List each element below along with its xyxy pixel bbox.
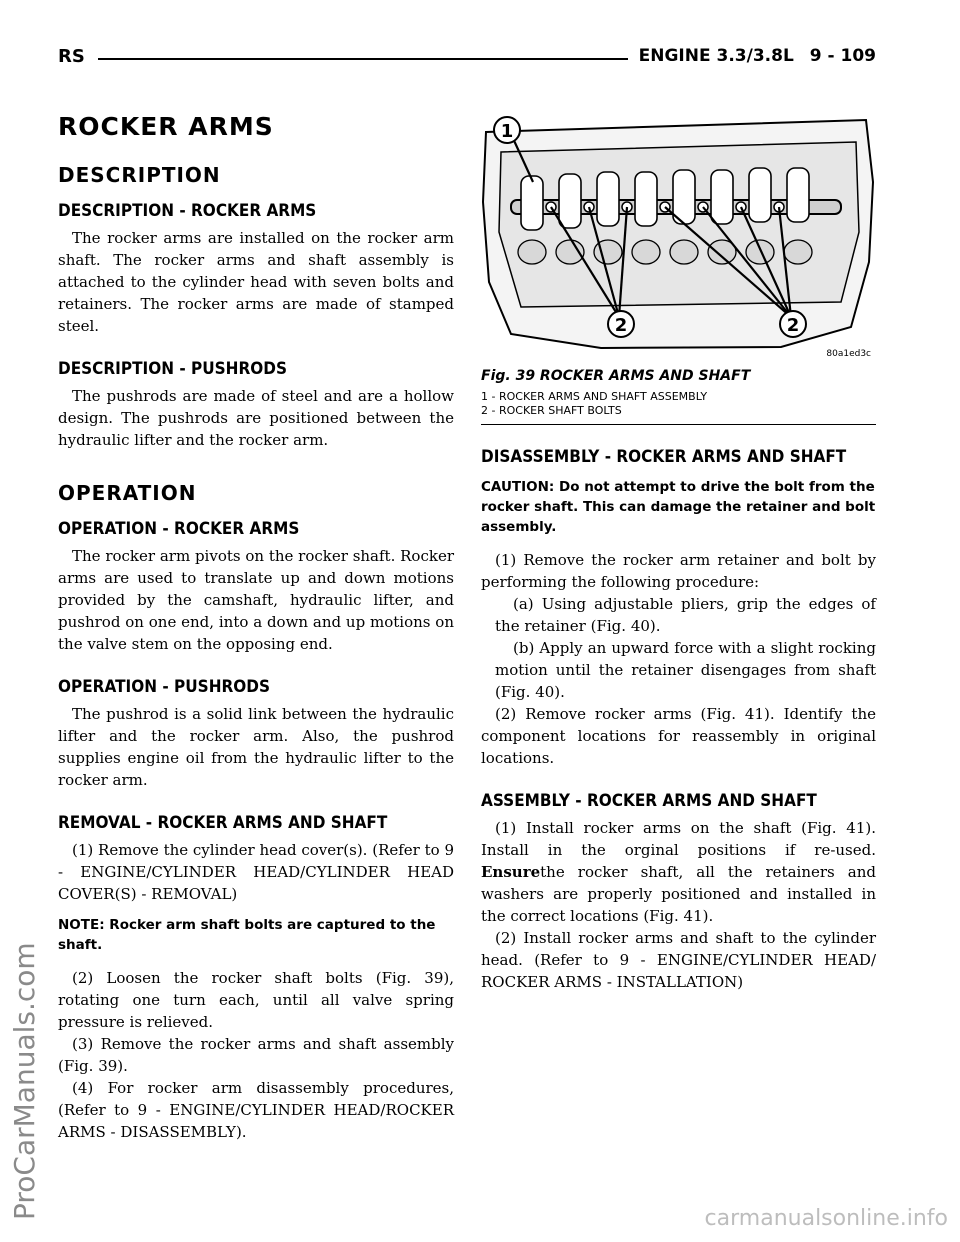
svg-text:2: 2 [614,315,628,336]
assembly-step-1 [481,817,876,927]
svg-text:2: 2 [786,315,800,336]
engine-illustration [481,112,876,362]
figure-rocker-arms [481,112,876,362]
description-pushrods-heading: DESCRIPTION - PUSHRODS [58,359,288,379]
assembly-step-1-text-b: the rocker shaft, all the retainers and washers are properly positioned and installed in the correct locations (Fig. 41). [481,863,876,925]
header-rule [98,58,628,60]
operation-rocker-heading: OPERATION - ROCKER ARMS [58,519,300,539]
header-chapter-title: ENGINE 3.3/3.8L [638,46,794,66]
operation-pushrods-text: The pushrod is a solid link between the hydraulic lifter and the rocker arm. Also, the pushrod supplies engine oil from the hydraulic lifter to the rocker arm. [58,705,454,789]
left-column [58,104,454,1143]
bottom-watermark: carmanualsonline.info [704,1206,948,1231]
svg-text:1: 1 [500,121,514,142]
page-number: 9 - 109 [809,46,876,66]
description-heading: DESCRIPTION [58,163,221,187]
operation-pushrods-heading: OPERATION - PUSHRODS [58,677,271,697]
disassembly-step-1b: (b) Apply an upward force with a slight rocking motion until the retainer disengages from shaft (Fig. 40). [495,639,876,701]
disassembly-caution: CAUTION: Do not attempt to drive the bolt from the rocker shaft. This can damage the retainer and bolt assembly. [481,479,876,535]
operation-rocker-text: The rocker arm pivots on the rocker shaft. Rocker arms are used to translate up and down motions provided by the camshaft, hydraulic lifter, and pushrod on one end, into a down and up motions on the valve stem on the opposing end. [58,547,454,653]
removal-note: NOTE: Rocker arm shaft bolts are captured to the shaft. [58,917,436,953]
figure-legend [481,390,876,425]
assembly-step-2: (2) Install rocker arms and shaft to the cylinder head. (Refer to 9 - ENGINE/CYLINDER HEAD/ ROCKER ARMS - INSTALLATION) [481,929,876,991]
disassembly-step-1a: (a) Using adjustable pliers, grip the edges of the retainer (Fig. 40). [495,595,876,635]
description-rocker-text: The rocker arms are installed on the rocker arm shaft. The rocker arms and shaft assembly is attached to the cylinder head with seven bolts and retainers. The rocker arms are made of stamped steel. [58,229,454,335]
legend-item-1: 1 - ROCKER ARMS AND SHAFT ASSEMBLY [481,390,708,403]
page-title: ROCKER ARMS [58,112,274,141]
operation-heading: OPERATION [58,481,197,505]
removal-step-1: (1) Remove the cylinder head cover(s). (Refer to 9 - ENGINE/CYLINDER HEAD/CYLINDER HEAD COVER(S) - REMOVAL) [58,841,454,903]
assembly-step-1-text-a: (1) Install rocker arms on the shaft (Fig. 41). Install in the orginal positions if re-used. [481,819,876,859]
disassembly-step-1: (1) Remove the rocker arm retainer and bolt by performing the following procedure: [481,551,876,591]
assembly-step-1-emphasis: Ensure [481,863,541,881]
callout-2-left [608,311,634,337]
description-pushrods-text: The pushrods are made of steel and are a hollow design. The pushrods are positioned between the hydraulic lifter and the rocker arm. [58,387,454,449]
callout-2-right [780,311,806,337]
header-chapter [639,46,876,66]
figure-code: 80a1ed3c [826,349,871,359]
right-column [481,104,876,993]
assembly-heading: ASSEMBLY - ROCKER ARMS AND SHAFT [481,791,817,811]
figure-caption: Fig. 39 ROCKER ARMS AND SHAFT [481,368,751,384]
removal-step-2: (2) Loosen the rocker shaft bolts (Fig. 39), rotating one turn each, until all valve spring pressure is relieved. [58,969,454,1031]
disassembly-step-2: (2) Remove rocker arms (Fig. 41). Identify the component locations for reassembly in original locations. [481,705,876,767]
side-watermark: ProCarManuals.com [8,942,41,1220]
removal-step-4: (4) For rocker arm disassembly procedures, (Refer to 9 - ENGINE/CYLINDER HEAD/ROCKER ARMS - DISASSEMBLY). [58,1079,454,1141]
disassembly-heading: DISASSEMBLY - ROCKER ARMS AND SHAFT [481,447,847,467]
page-header [58,46,876,72]
description-rocker-heading: DESCRIPTION - ROCKER ARMS [58,201,317,221]
callout-1 [494,117,520,143]
header-section-code: RS [58,46,85,67]
removal-step-3: (3) Remove the rocker arms and shaft assembly (Fig. 39). [58,1035,454,1075]
legend-item-2: 2 - ROCKER SHAFT BOLTS [481,404,622,417]
removal-heading: REMOVAL - ROCKER ARMS AND SHAFT [58,813,388,833]
